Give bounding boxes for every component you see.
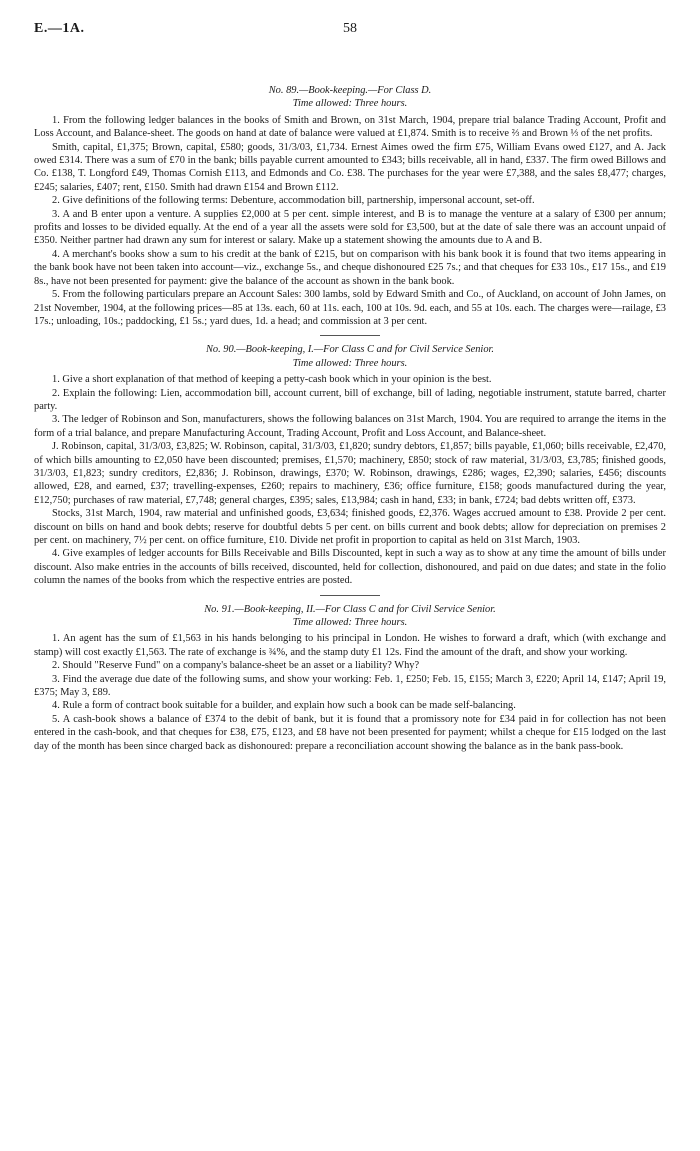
section-divider [320,335,380,336]
exam-section-91 [34,603,666,753]
question-paragraph: 1. An agent has the sum of £1,563 in his hands belonging to his principal in London. He wishes to forward a draft, which (with exchange and stamp) will cost exactly £1,563. The rate of exchange is ¾%, and the stamp duty £1 12s. Find the amount of the draft, and show your working. [34,633,666,658]
question-paragraph: Smith, capital, £1,375; Brown, capital, £580; goods, 31/3/03, £1,734. Ernest Aimes owed the firm £75, William Evans owed £127, and A. Jack owed £314. There was a sum of £70 in the bank; bills payable current amounted to £343; bills receivable, all in hand, £337. The firm owed Billows and Co. £138, T. Longford £49, Thomas Cornish £113, and Edmonds and Co. £38. The purchases for the year were £7,388, and the sales £8,477; charges, £245; salaries, £407; rent, £150. Smith had drawn £154 and Brown £112. [34,141,666,193]
section-title: No. 91.—Book-keeping, II.—For Class C and for Civil Service Senior. [204,603,496,615]
section-title: No. 89.—Book-keeping.—For Class D. [268,85,432,96]
question-paragraph: J. Robinson, capital, 31/3/03, £3,825; W. Robinson, capital, 31/3/03, £1,820; sundry debtors, £1,857; bills payable, £1,060; bills receivable, £2,470, of which bills amounting to £2,050 have been discounted; premises, £1,570; machinery, £850; stock of raw material, 31/3/03, £3,785; finished goods, 31/3/03, £1,823; sundry creditors, £2,836; J. Robinson, drawings, £370; W. Robinson, drawings, £286; wages, £2,390; salaries, £456; discounts allowed, £28, and earned, £37; travelling-expenses, £260; repairs to machinery, £36; office furniture, £158; goods manufactured during the year, £12,750; purchases of raw material, £7,748; general charges, £395; sales, £13,984; cash in hand, £33; in bank, £724; bad debts written off, £373. [34,441,666,506]
section-time-allowed: Time allowed: Three hours. [292,357,408,369]
section-time-allowed: Time allowed: Three hours. [292,617,408,629]
question-paragraph: 3. Find the average due date of the following sums, and show your working: Feb. 1, £250; Feb. 15, £155; March 3, £220; April 14, £147; April 19, £375; May 3, £89. [34,673,666,699]
question-paragraph: 1. From the following ledger balances in the books of Smith and Brown, on 31st March, 1904, prepare trial balance Trading Account, Profit and Loss Account, and Balance-sheet. The goods on hand at date of balance were valued at £1,874. Smith is to receive ⅔ and Brown ⅓ of the net profits. [34,114,666,140]
question-paragraph: 3. The ledger of Robinson and Son, manufacturers, shows the following balances on 31st March, 1904. You are required to arrange the items in the form of a trial balance, and prepare Manufacturing Account, Trading Account, Profit and Loss Account, and Balance-sheet. [34,414,666,439]
section-divider [320,595,380,596]
question-paragraph: 5. A cash-book shows a balance of £374 to the debit of bank, but it is found that a promissory note for £34 paid in for collection has not been entered in the cash-book, and that cheques for £38, £75, £123, and £8 have not been presented for payment; whilst a cheque for £15 lodged on the last day of the month has been since charged back as dishonoured: prepare a reconciliation account showing the balance as in the bank pass-book. [34,713,666,752]
question-paragraph: Stocks, 31st March, 1904, raw material and unfinished goods, £3,634; finished goods, £2,376. Wages accrued amount to £38. Provide 2 per cent. discount on bills on hand and book debts; reserve for doubtful debts 5 per cent. on bills current and book debts; allow for depreciation on premises 2 per cent. on machinery, 7½ per cent. on office furniture, £10. Divide net profit in proportion to capital as held on 31st March, 1903. [34,508,666,546]
page-number: 58 [343,21,357,36]
question-paragraph: 4. Give examples of ledger accounts for Bills Receivable and Bills Discounted, kept in such a way as to show at any time the amount of bills under discount. Also make entries in the accounts of bills received, discounted, held for collection, dishonoured, and paid on due dates; and state in the folio column the names of the books from which the respective entries are posted. [34,548,666,587]
question-paragraph: 4. Rule a form of contract book suitable for a builder, and explain how such a book can be made self-balancing. [52,700,516,712]
section-title: No. 90.—Book-keeping, I.—For Class C and for Civil Service Senior. [205,344,495,356]
question-paragraph: 1. Give a short explanation of that method of keeping a petty-cash book which in your opinion is the best. [52,374,492,386]
exam-section-90 [34,343,666,587]
exam-section-89 [34,84,666,328]
document-body [34,84,666,753]
question-paragraph: 2. Explain the following: Lien, accommodation bill, account current, bill of exchange, bill of lading, negotiable instrument, statute barred, charter party. [34,387,666,412]
question-paragraph: 5. From the following particulars prepare an Account Sales: 300 lambs, sold by Edward Smith and Co., of Auckland, on account of John James, on 21st November, 1904, at the following prices—85 at 13s. each, 60 at 11s. each, 100 at 10s. 9d. each, and 55 at 10s. each. The charges were—railage, £3 17s.; unloading, 10s.; paddocking, £1 5s.; yard dues, 1d. a head; and commission at 3 per cent. [34,289,666,327]
question-paragraph: 3. A and B enter upon a venture. A supplies £2,000 at 5 per cent. simple interest, and B is to manage the venture at a salary of £300 per annum; profits and losses to be divided equally. At the end of a year all the assets were sold for £3,500, but at the date of sale there was an account unpaid of £350. Neither partner had drawn any sum for interest or salary. Make up a statement showing the amounts due to A and B. [34,208,666,247]
document-code: E.—1A. [34,21,85,36]
question-paragraph: 4. A merchant's books show a sum to his credit at the bank of £215, but on comparison with his bank book it is found that two items appearing in the bank book have not been taken into account—viz., exchange 5s., and cheque dishonoured £25 7s.; and that cheques for £33 10s., £17 15s., and £19 8s., have not been presented for payment: give the balance of the account as shown in the bank book. [34,248,666,287]
question-paragraph: 2. Should "Reserve Fund" on a company's balance-sheet be an asset or a liability? Why? [52,660,420,672]
page-header [34,22,666,42]
section-time-allowed: Time allowed: Three hours. [292,98,408,110]
question-paragraph: 2. Give definitions of the following terms: Debenture, accommodation bill, partnership, impersonal account, set-off. [52,195,535,207]
